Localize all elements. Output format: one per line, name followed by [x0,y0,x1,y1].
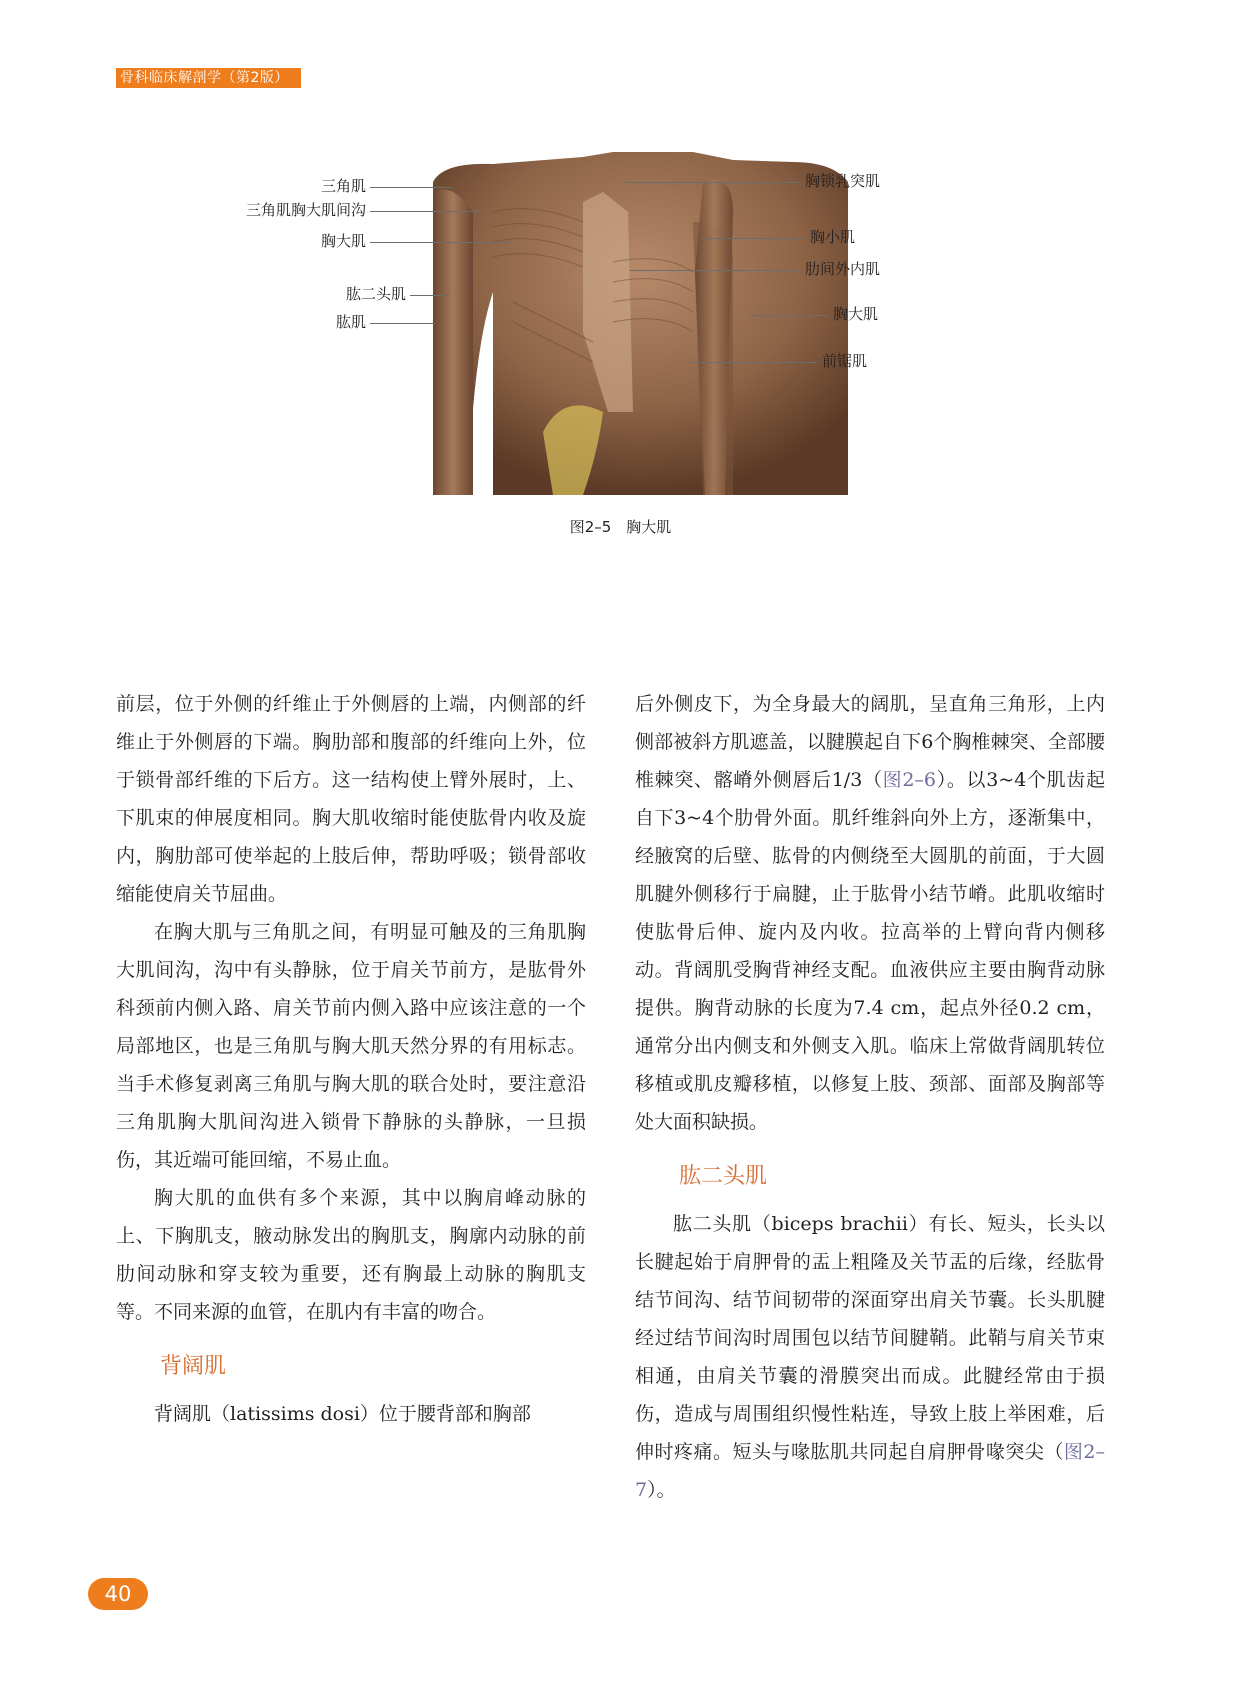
section-heading-latissimus: 背阔肌 [160,1354,227,1379]
figure-reference[interactable]: 图2–6 [882,769,937,791]
paragraph: 前层，位于外侧的纤维止于外侧唇的上端，内侧部的纤维止于外侧唇的下端。胸肋部和腹部的纤维向上外，位于锁骨部纤维的下后方。这一结构使上臂外展时，上、下肌束的伸展度相同。胸大肌收缩时能使肱骨内收及旋内，胸肋部可使举起的上肢后伸，帮助呼吸；锁骨部收缩能使肩关节屈曲。 [116,693,586,905]
label-biceps: 肱二头肌 [345,285,406,303]
label-pectoralis-major-left: 胸大肌 [320,232,366,250]
leader-line [690,362,817,363]
section-heading-biceps: 肱二头肌 [679,1164,768,1189]
label-pectoralis-minor: 胸小肌 [810,228,856,246]
paragraph-text: ）。 [647,1479,676,1501]
leader-line [370,211,480,212]
paragraph: 背阔肌（latissims dosi）位于腰背部和胸部 [154,1403,531,1425]
leader-line [625,182,800,183]
label-serratus-anterior: 前锯肌 [822,352,868,370]
label-sternocleidomastoid: 胸锁乳突肌 [805,172,881,190]
page-number: 40 [88,1578,148,1610]
left-column [116,685,586,1433]
label-brachialis: 肱肌 [335,313,366,331]
right-column [635,685,1105,1509]
paragraph-text: 后外侧皮下，为全身最大的阔肌，呈直角三角形，上内侧部被斜方肌遮盖，以腱膜起自下6个胸椎棘突、全部腰椎棘突、髂嵴外侧唇后1/3（ [635,693,1105,791]
running-title: 骨科临床解剖学（第2版） [116,68,301,88]
paragraph-text: 肱二头肌（biceps brachii）有长、短头，长头以长腱起始于肩胛骨的盂上粗隆及关节盂的后缘，经肱骨结节间沟、结节间韧带的深面穿出肩关节囊。长头肌腱经过结节间沟时周围包以结节间腱鞘。此鞘与肩关节束相通，由肩关节囊的滑膜突出而成。此腱经常由于损伤，造成与周围组织慢性粘连，导致上肢上举困难，后伸时疼痛。短头与喙肱肌共同起自肩胛骨喙突尖（ [635,1213,1105,1463]
leader-line [370,187,453,188]
label-deltopectoral-groove: 三角肌胸大肌间沟 [245,201,366,219]
leader-line [410,295,450,296]
leader-line [700,238,805,239]
paragraph: 胸大肌的血供有多个来源，其中以胸肩峰动脉的上、下胸肌支，腋动脉发出的胸肌支，胸廓内动脉的前肋间动脉和穿支较为重要，还有胸最上动脉的胸肌支等。不同来源的血管，在肌内有丰富的吻合。 [116,1187,586,1323]
leader-line [630,270,800,271]
paragraph: 在胸大肌与三角肌之间，有明显可触及的三角肌胸大肌间沟，沟中有头静脉，位于肩关节前方，是肱骨外科颈前内侧入路、肩关节前内侧入路中应该注意的一个局部地区，也是三角肌与胸大肌天然分界的有用标志。当手术修复剥离三角肌与胸大肌的联合处时，要注意沿三角肌胸大肌间沟进入锁骨下静脉的头静脉，一旦损伤，其近端可能回缩，不易止血。 [116,921,586,1171]
label-pectoralis-major-right: 胸大肌 [833,305,879,323]
label-intercostals: 肋间外内肌 [805,260,881,278]
anatomy-figure [0,0,1241,560]
leader-line [750,315,828,316]
label-deltoid: 三角肌 [320,177,366,195]
leader-line [370,323,435,324]
paragraph [635,1205,1105,1509]
figure-caption: 图2–5 胸大肌 [569,518,672,536]
leader-line [370,242,510,243]
paragraph-text: ）。以3~4个肌齿起自下3~4个肋骨外面。肌纤维斜向外上方，逐渐集中，经腋窝的后壁、肱骨的内侧绕至大圆肌的前面，于大圆肌腱外侧移行于扁腱，止于肱骨小结节嵴。此肌收缩时使肱骨后伸、旋内及内收。拉高举的上臂向背内侧移动。背阔肌受胸背神经支配。血液供应主要由胸背动脉提供。胸背动脉的长度为7.4 cm，起点外径0.2 cm，通常分出内侧支和外侧支入肌。临床上常做背阔肌转位移植或肌皮瓣移植，以修复上肢、颈部、面部及胸部等处大面积缺损。 [635,769,1105,1133]
paragraph [635,685,1105,1141]
anatomy-photo [433,152,913,495]
figure-reference[interactable]: 图2–7 [635,1441,1105,1501]
